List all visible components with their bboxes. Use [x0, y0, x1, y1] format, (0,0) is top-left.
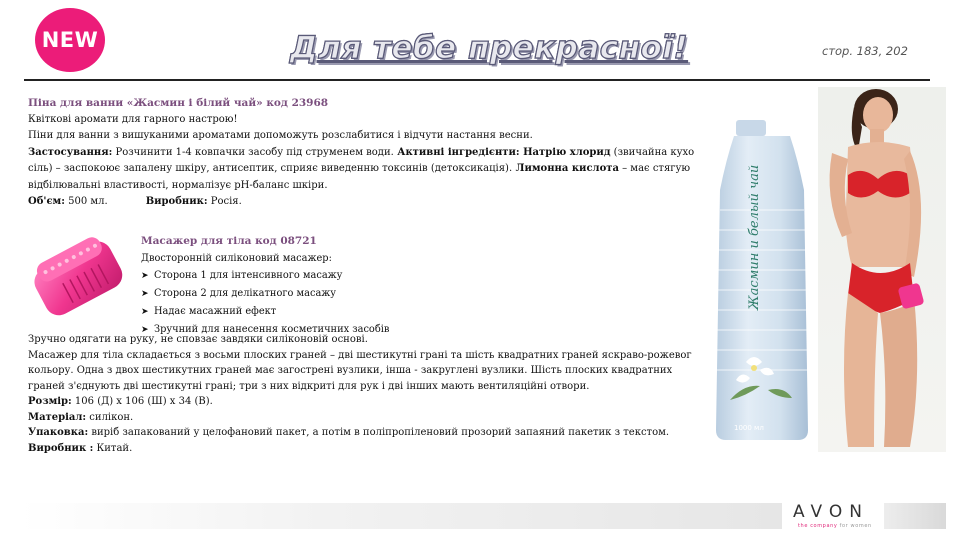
massager-image: [22, 228, 132, 328]
page-reference: стор. 183, 202: [822, 44, 908, 58]
maker-line: [28, 441, 703, 457]
ingredient1-name: Натрію хлорид: [519, 146, 611, 158]
footer-bar: [20, 503, 782, 529]
model-illustration: [818, 87, 946, 452]
package-label: Упаковка:: [28, 427, 89, 438]
ingredients-label: Активні інгредієнти:: [393, 146, 520, 158]
new-badge: [35, 8, 105, 72]
foam-line: Піни для ванни з вишуканими ароматами допоможуть розслабитися і відчути настання весни.: [28, 130, 533, 141]
foam-title: Піна для ванни «Жасмин і білий чай» код 23968: [28, 97, 329, 109]
feature-label: Надає масажний ефект: [154, 306, 277, 317]
model-photo: [818, 87, 946, 452]
maker-label: Виробник:: [145, 196, 208, 207]
volume-label: Об'єм:: [28, 196, 65, 207]
arrow-icon: ➤: [141, 271, 149, 281]
description-line: кольору. Одна з двох шестикутних граней має загострені вузлики, інша - закруглені вузлики. Шість плоских квадратних: [28, 365, 673, 376]
description-line: Масажер для тіла складається з восьми плоских граней – дві шестикутні грані та шість квадратних граней яскраво-рожевог: [28, 349, 692, 361]
volume-value: 500 мл.: [64, 196, 108, 207]
maker-label: Виробник :: [28, 442, 94, 454]
avon-logo: AVON: [793, 502, 869, 522]
foam-line: [28, 161, 703, 178]
feature-label: Сторона 2 для делікатного масажу: [154, 288, 337, 299]
maker-value: Китай.: [93, 442, 133, 454]
arrow-icon: ➤: [141, 325, 149, 335]
massager-description: [28, 332, 703, 456]
feature-label: Зручний для нанесення косметичних засобів: [154, 324, 390, 335]
maker-value: Росія.: [207, 196, 242, 207]
package-value: виріб запакований у целофановий пакет, а потім в поліпропіленовий прозорий запаяний пакетик з текстом.: [88, 427, 670, 438]
footer-bar-end: [884, 503, 946, 529]
bottle-image: [706, 100, 818, 445]
description-line: граней з'єднують дві шестикутні грані; три з них відкриті для рук і дві інших мають вентиляційні отвори.: [28, 380, 590, 392]
foam-line: відбілювальні властивості, нормалізує pH-баланс шкіри.: [28, 179, 328, 191]
feature-item: [141, 303, 389, 321]
usage-label: Застосування:: [28, 146, 113, 158]
massager-title: Масажер для тіла код 08721: [141, 235, 317, 247]
size-line: [28, 394, 703, 410]
tagline-company: the company: [798, 523, 838, 529]
bottle-label: Жасмин и белый чай: [747, 164, 762, 310]
ingredient1-text: (звичайна кухо: [610, 146, 695, 158]
description-line: Зручно одягати на руку, не сповзає завдяки силіконовій основі.: [28, 334, 368, 345]
ingredient2-name: Лимонна кислота: [512, 163, 619, 174]
feature-item: [141, 267, 389, 285]
avon-tagline: [798, 523, 872, 529]
header-divider: [24, 79, 930, 81]
foam-usage-line: [28, 145, 703, 162]
ingredient2-text: – має стягую: [618, 163, 691, 174]
material-label: Матеріал:: [28, 411, 87, 423]
massager-features: [141, 250, 389, 339]
material-value: силікон.: [86, 411, 134, 423]
page-title: Для тебе прекрасної!: [290, 30, 689, 66]
usage-text: Розчинити 1-4 ковпачки засобу під струменем води.: [112, 146, 394, 158]
foam-line: Квіткові аромати для гарного настрою!: [28, 113, 238, 125]
material-line: [28, 410, 703, 426]
foam-volume-line: [28, 194, 703, 211]
ingredient1-cont: сіль) – заспокоює запалену шкіру, антисептик, сприяє виведенню токсинів (детоксикація).: [28, 163, 513, 174]
foam-section: [28, 95, 703, 211]
arrow-icon: ➤: [141, 289, 149, 299]
size-value: 106 (Д) х 106 (Ш) х 34 (В).: [71, 396, 213, 407]
size-label: Розмір:: [28, 396, 72, 407]
feature-item: [141, 285, 389, 303]
tagline-rest: for women: [837, 523, 872, 529]
massager-subtitle: Двосторонній силіконовий масажер:: [141, 253, 332, 264]
feature-label: Сторона 1 для інтенсивного масажу: [154, 270, 343, 281]
bottle-volume: 1000 мл: [734, 424, 764, 432]
arrow-icon: ➤: [141, 307, 149, 317]
new-badge-label: NEW: [41, 28, 99, 52]
package-line: [28, 425, 703, 441]
bottle-illustration: [706, 100, 818, 445]
